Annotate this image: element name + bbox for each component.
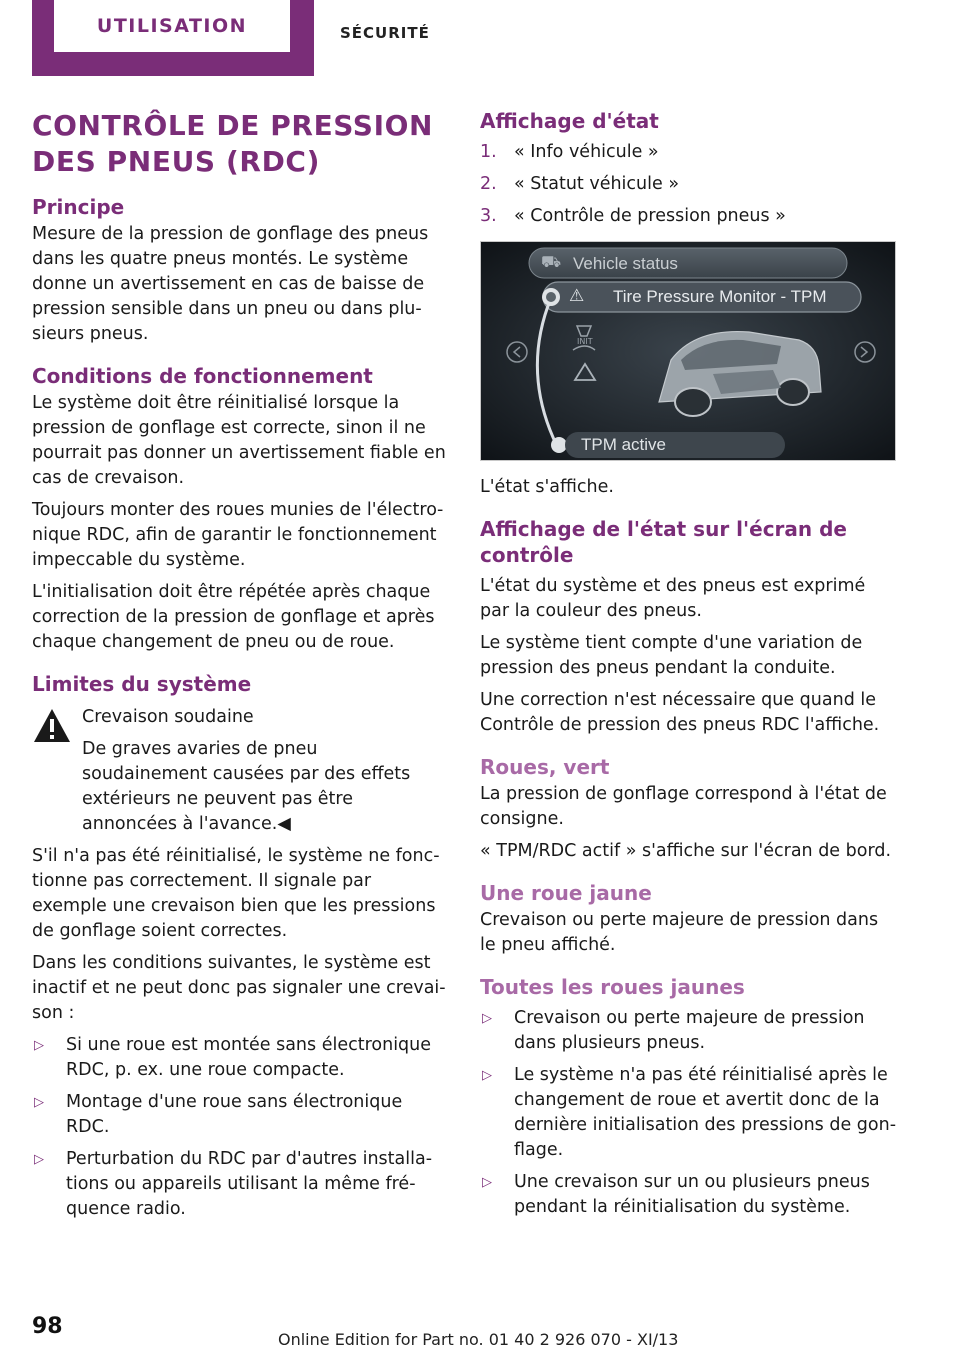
section-conditions bbox=[32, 363, 448, 655]
affichage-heading: Affichage d'état bbox=[480, 109, 659, 133]
section-jaunes bbox=[480, 974, 898, 1220]
tab-utilisation[interactable]: UTILISATION bbox=[54, 0, 290, 52]
section-affichage bbox=[480, 108, 898, 229]
section-controle bbox=[480, 516, 898, 738]
edition-footer: Online Edition for Part no. 01 40 2 926 070 - XI/13 bbox=[278, 1330, 679, 1349]
triangle-right-icon: ▷ bbox=[482, 1175, 492, 1190]
warning-text: De graves avaries de pneu soudainement causées par des effets extérieurs ne peuvent pas être annoncées à l'avance.◀ bbox=[82, 739, 411, 834]
jaunes-heading: Toutes les roues jaunes bbox=[480, 975, 745, 999]
vert-p2: « TPM/RDC actif » s'affiche sur l'écran de bord. bbox=[480, 841, 892, 861]
affichage-steps bbox=[480, 140, 898, 229]
init-label: INIT bbox=[577, 337, 593, 346]
limites-heading: Limites du système bbox=[32, 672, 252, 696]
controle-heading: Affichage de l'état sur l'écran de contrôle bbox=[480, 517, 847, 567]
conditions-heading: Conditions de fonctionnement bbox=[32, 364, 373, 388]
conditions-p2: Toujours monter des roues munies de l'électronique RDC, afin de garantir le fonctionnement impeccable du système. bbox=[32, 500, 444, 570]
triangle-right-icon: ▷ bbox=[34, 1038, 44, 1053]
tpm-menu-item[interactable]: Tire Pressure Monitor - TPM bbox=[613, 287, 827, 306]
controle-p3: Une correction n'est nécessaire que quand le Contrôle de pression des pneus RDC l'affiche. bbox=[480, 690, 880, 735]
tire-pressure-icon: ⚠ bbox=[569, 286, 585, 306]
vert-p1: La pression de gonflage correspond à l'état de consigne. bbox=[480, 784, 887, 829]
conditions-p3: L'initialisation doit être répétée après chaque correction de la pression de gonflage et après chaque changement de pneu ou de roue. bbox=[32, 582, 435, 652]
warning-block bbox=[32, 705, 448, 837]
principe-text: Mesure de la pression de gonflage des pneus dans les quatre pneus montés. Le système donne un avertissement en cas de baisse de pression sensible dans un pneu ou dans plusieurs pneus. bbox=[32, 224, 429, 344]
section-jaune bbox=[480, 880, 898, 958]
list-item: ▷ Si une roue est montée sans électronique RDC, p. ex. une roue compacte. bbox=[34, 1035, 432, 1080]
menu-title-vehicle-status[interactable]: Vehicle status bbox=[573, 254, 678, 273]
controle-p2: Le système tient compte d'une variation de pression des pneus pendant la conduite. bbox=[480, 633, 863, 678]
list-item: ▷ Crevaison ou perte majeure de pression dans plusieurs pneus. bbox=[482, 1008, 865, 1053]
jaune-heading: Une roue jaune bbox=[480, 881, 652, 905]
list-item: 1. « Info véhicule » bbox=[480, 142, 659, 162]
car-icon: ⛟ bbox=[541, 252, 562, 271]
tab-securite[interactable]: SÉCURITÉ bbox=[340, 24, 430, 42]
section-limites bbox=[32, 671, 448, 1222]
list-item: ▷ Une crevaison sur un ou plusieurs pneus pendant la réinitialisation du système. bbox=[482, 1172, 870, 1217]
triangle-right-icon: ▷ bbox=[482, 1011, 492, 1026]
conditions-p1: Le système doit être réinitialisé lorsque la pression de gonflage est correcte, sinon il ne pourrait pas donner un avertissement fiable en cas de crevaison. bbox=[32, 393, 446, 488]
warning-triangle-icon bbox=[32, 707, 72, 745]
list-item: 3. « Contrôle de pression pneus » bbox=[480, 206, 786, 226]
page-number: 98 bbox=[32, 1314, 63, 1339]
principe-heading: Principe bbox=[32, 195, 125, 219]
screen-caption: L'état s'affiche. bbox=[480, 477, 614, 497]
section-vert bbox=[480, 754, 898, 864]
limites-p2: Dans les conditions suivantes, le système est inactif et ne peut donc pas signaler une crevaison : bbox=[32, 953, 446, 1023]
page-title: CONTRÔLE DE PRESSION DES PNEUS (RDC) bbox=[32, 109, 434, 178]
tpm-active-status: TPM active bbox=[581, 435, 667, 454]
jaunes-list bbox=[480, 1006, 898, 1220]
list-item: ▷ Montage d'une roue sans électronique RDC. bbox=[34, 1092, 403, 1137]
list-item: ▷ Perturbation du RDC par d'autres installations ou appareils utilisant la même fréquence radio. bbox=[34, 1149, 433, 1219]
list-item: 2. « Statut véhicule » bbox=[480, 174, 680, 194]
vehicle-status-screen bbox=[480, 241, 896, 461]
left-column bbox=[32, 108, 448, 1238]
list-item: ▷ Le système n'a pas été réinitialisé après le changement de roue et avertit donc de la dernière initialisation des pressions de gonflage. bbox=[482, 1065, 897, 1160]
limites-p1: S'il n'a pas été réinitialisé, le système ne fonctionne pas correctement. Il signale par exemple une crevaison bien que les pressions de gonflage soient correctes. bbox=[32, 846, 440, 941]
triangle-right-icon: ▷ bbox=[482, 1068, 492, 1083]
section-principe bbox=[32, 194, 448, 347]
jaune-p1: Crevaison ou perte majeure de pression dans le pneu affiché. bbox=[480, 910, 879, 955]
triangle-right-icon: ▷ bbox=[34, 1152, 44, 1167]
triangle-right-icon: ▷ bbox=[34, 1095, 44, 1110]
right-column bbox=[480, 108, 898, 1236]
limites-list bbox=[32, 1033, 448, 1222]
vert-heading: Roues, vert bbox=[480, 755, 610, 779]
warning-title: Crevaison soudaine bbox=[82, 707, 254, 727]
controle-p1: L'état du système et des pneus est exprimé par la couleur des pneus. bbox=[480, 576, 866, 621]
